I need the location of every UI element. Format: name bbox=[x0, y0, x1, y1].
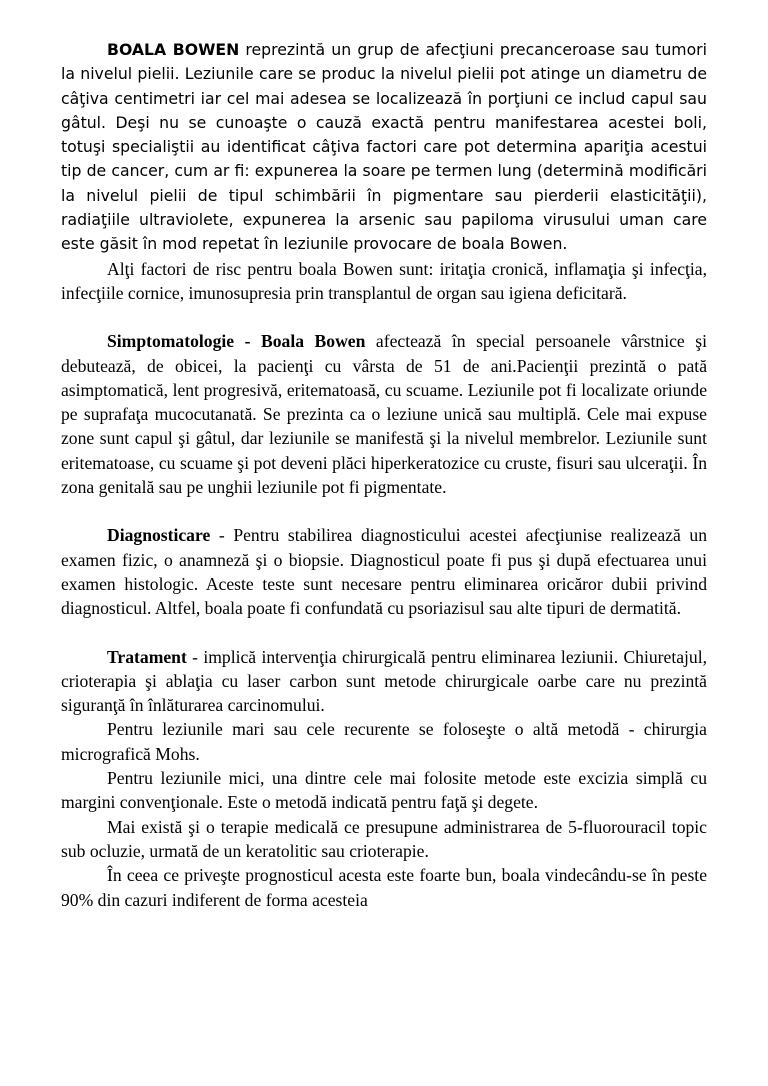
treatment-small-paragraph: Pentru leziunile mici, una dintre cele mai folosite metode este excizia simplă cu margini convenţionale. Este o metodă indicată pentru faţă şi degete. bbox=[61, 768, 707, 813]
treatment-paragraph bbox=[61, 645, 707, 718]
intro-title: BOALA BOWEN bbox=[107, 40, 240, 59]
treatment-text: - implică intervenţia chirurgicală pentru eliminarea leziunii. Chiuretajul, crioterapia şi ablaţia cu laser carbon sunt metode chirurgicale oarbe care nu prezintă siguranţă în înlăturarea carcinomului. bbox=[61, 646, 707, 716]
symptoms-title: Simptomatologie - Boala Bowen bbox=[107, 331, 366, 352]
treatment-large-paragraph: Pentru leziunile mari sau cele recurente se foloseşte o altă metodă - chirurgia micrografică Mohs. bbox=[61, 719, 707, 764]
symptoms-paragraph bbox=[61, 329, 707, 499]
intro-text: reprezintă un grup de afecţiuni precanceroase sau tumori la nivelul pielii. Leziunile care se produc la nivelul pielii pot atinge un diametru de câţiva centimetri iar cel mai adesea se localizează în porţiuni ce includ capul sau gâtul. Deşi nu se cunoaşte o cauză exactă pentru manifestarea acestei boli, totuşi specialiştii au identificat câţiva factori care pot determina apariţia acestui tip de cancer, cum ar fi: expunerea la soare pe termen lung (determină modificări la nivelul pielii de tipul schimbării în pigmentare sau pierderii elasticităţii), radiaţiile ultraviolete, expunerea la arsenic sau papiloma virusului uman care este găsit în mod repetat în leziunile provocare de boala Bowen. bbox=[61, 40, 707, 254]
treatment-title: Tratament bbox=[107, 646, 187, 667]
risk-factors-paragraph: Alţi factori de risc pentru boala Bowen sunt: iritaţia cronică, inflamaţia şi infecţia, infecţiile cornice, imunosupresia prin transplantul de organ sau igiena deficitară. bbox=[61, 258, 707, 303]
diagnosis-text: - Pentru stabilirea diagnosticului acestei afecţiunise realizează un examen fizic, o anamneză şi o biopsie. Diagnosticul poate fi pus şi după efectuarea unui examen histologic. Aceste teste sunt necesare pentru eliminarea oricăror dubii privind diagnosticul. Altfel, boala poate fi confundată cu psoriazisul sau alte tipuri de dermatită. bbox=[61, 525, 707, 619]
symptoms-text: afectează în special persoanele vârstnice şi debutează, de obicei, la pacienţi cu vârsta de 51 de ani.Pacienţii prezintă o pată asimptomatică, lent progresivă, eritematoasă, cu scuame. Leziunile pot fi localizate oriunde pe suprafaţa mucocutanată. Se prezinta ca o leziune unică sau multiplă. Cele mai expuse zone sunt capul şi gâtul, dar leziunile se manifestă şi la nivelul membrelor. Leziunile sunt eritematoase, cu scuame şi pot deveni plăci hiperkeratozice cu cruste, fisuri sau ulceraţii. În zona genitală sau pe unghii leziunile pot fi pigmentate. bbox=[61, 331, 707, 498]
prognosis-paragraph: În ceea ce priveşte prognosticul acesta este foarte bun, boala vindecându-se în peste 90% din cazuri indiferent de forma acesteia bbox=[61, 865, 707, 910]
intro-paragraph bbox=[61, 38, 707, 257]
diagnosis-paragraph bbox=[61, 523, 707, 620]
treatment-medical-paragraph: Mai există şi o terapie medicală ce presupune administrarea de 5-fluorouracil topic sub ocluzie, urmată de un keratolitic sau crioterapie. bbox=[61, 816, 707, 861]
diagnosis-title: Diagnosticare bbox=[107, 525, 211, 546]
